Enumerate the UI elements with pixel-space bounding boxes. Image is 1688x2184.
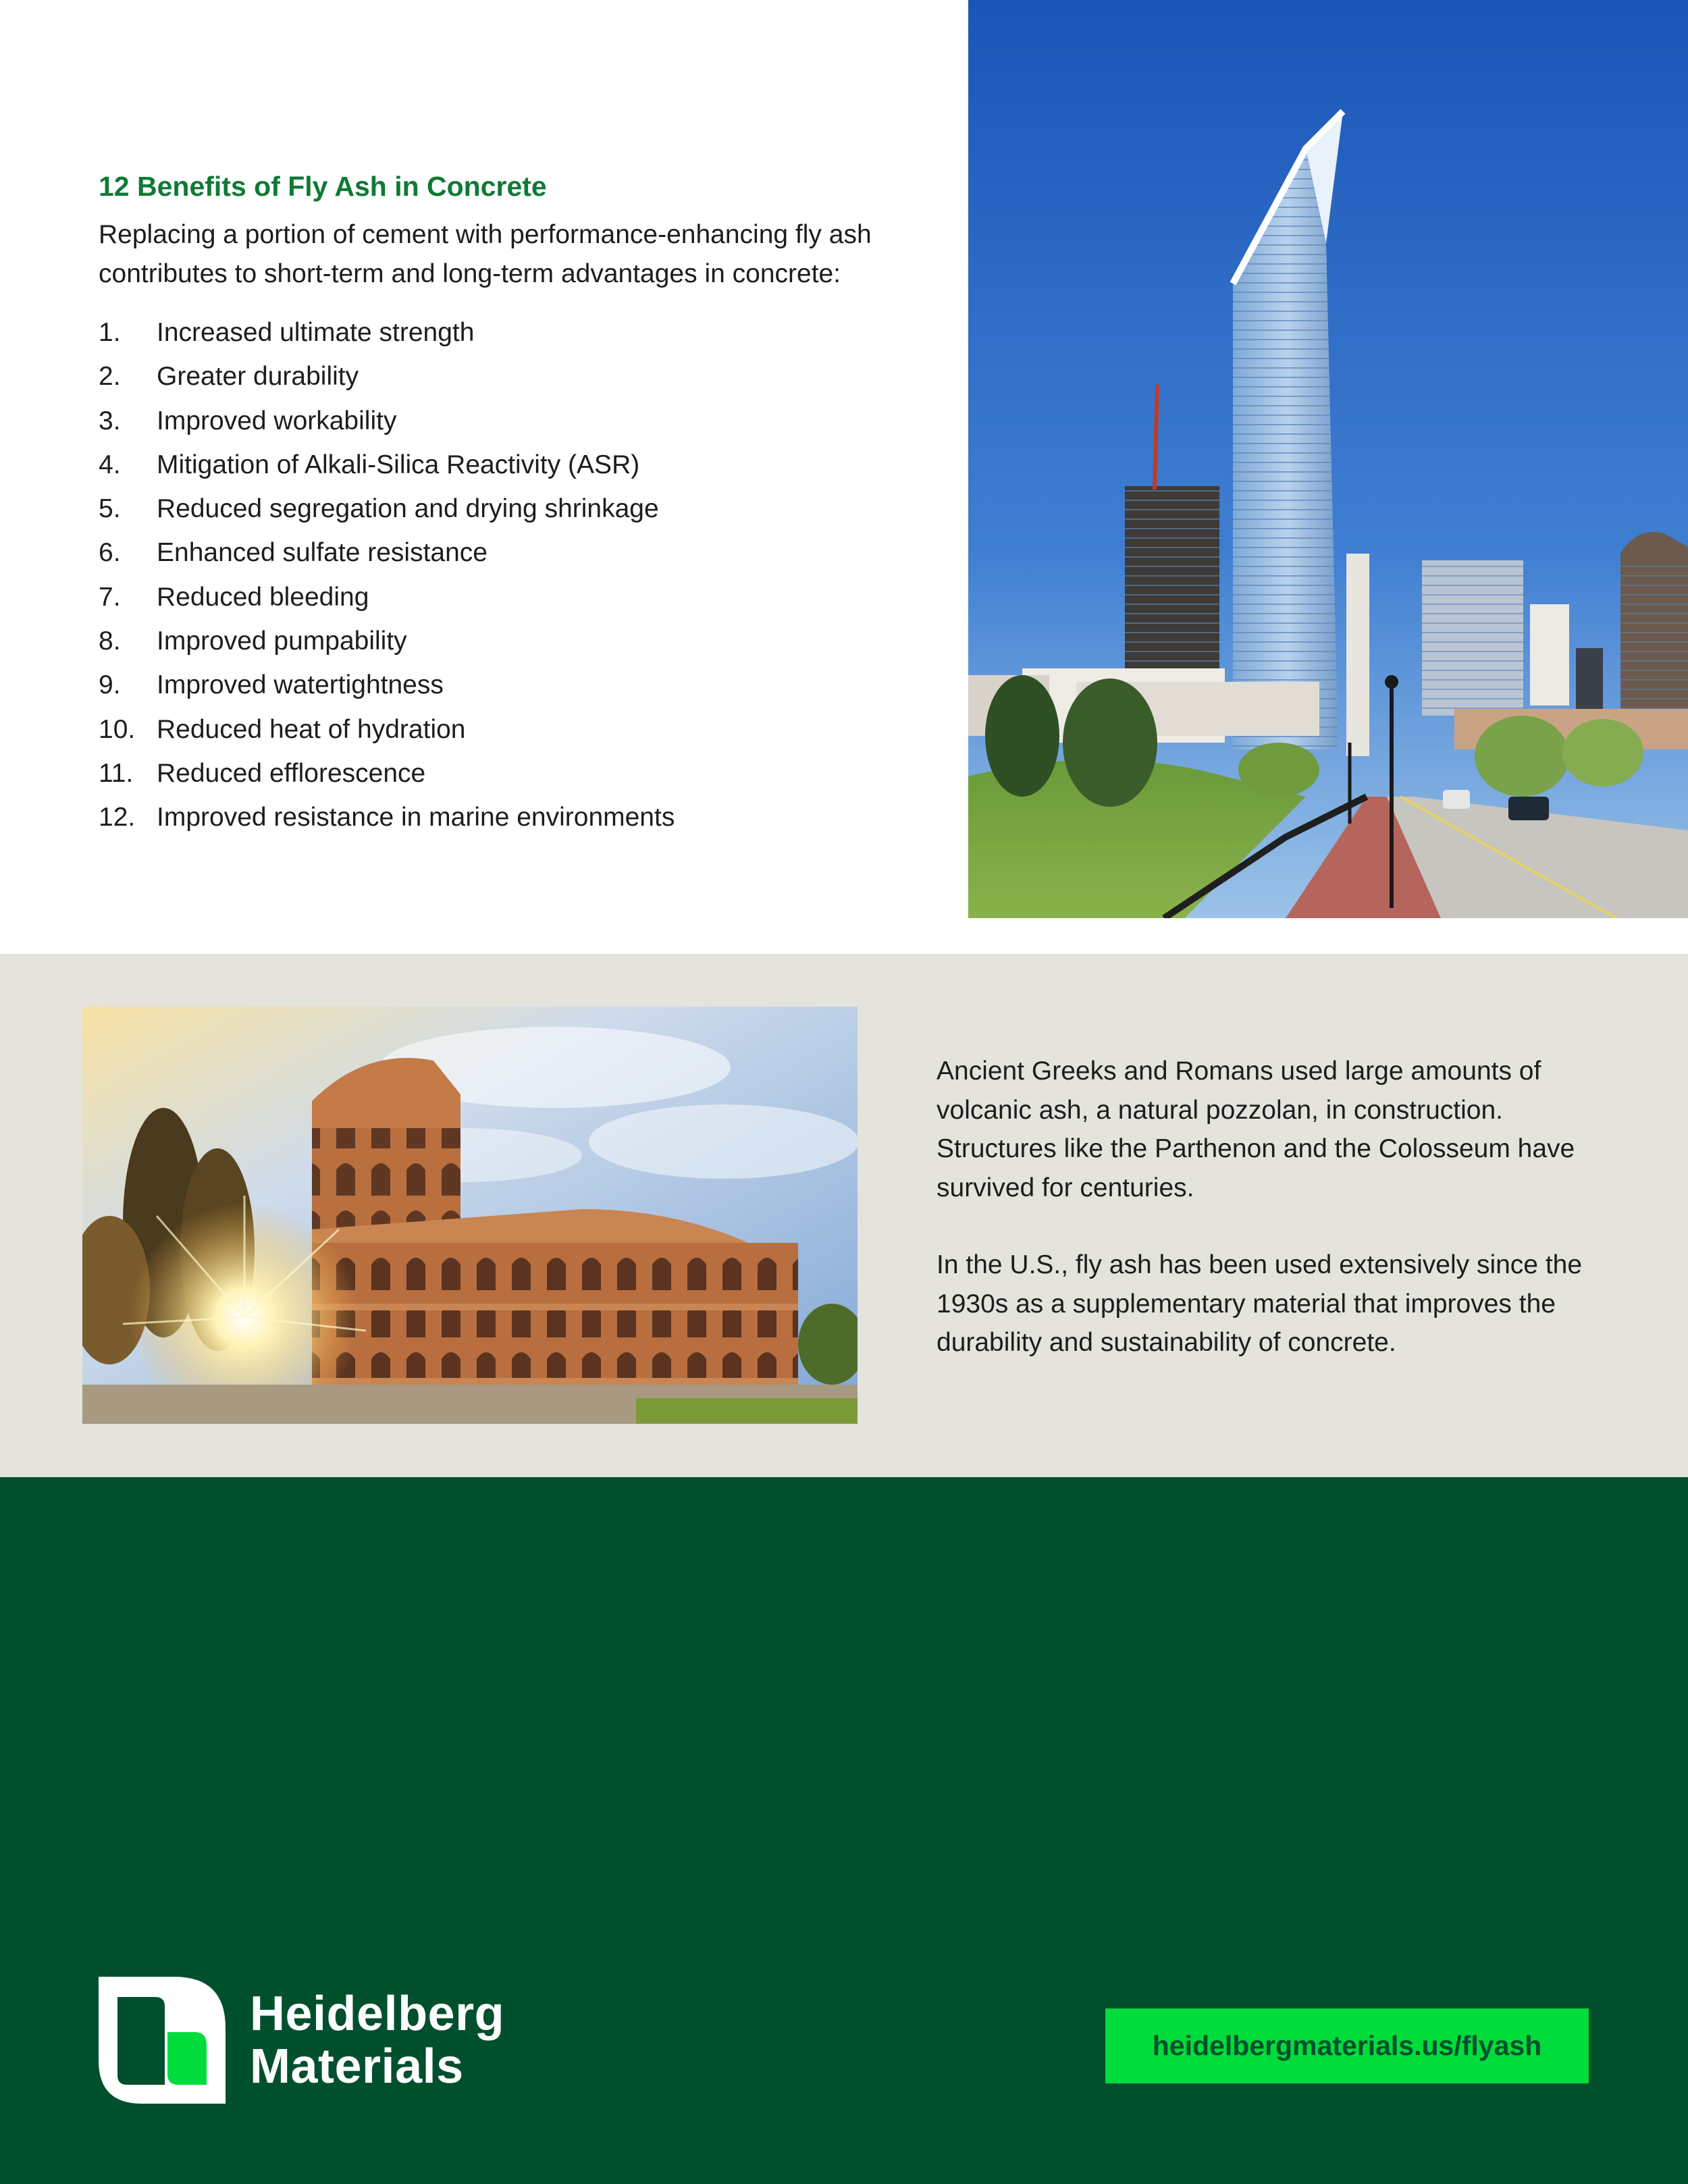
- benefit-item: [99, 354, 949, 398]
- benefit-item: [99, 708, 949, 751]
- benefit-item: [99, 531, 949, 575]
- benefit-text: Improved watertightness: [157, 670, 444, 700]
- benefit-text: Reduced segregation and drying shrinkage: [157, 494, 659, 524]
- benefit-number: 8.: [99, 627, 121, 656]
- city-skyline-illustration: [968, 0, 1688, 918]
- colosseum-illustration: [82, 1007, 858, 1424]
- benefit-text: Improved workability: [157, 406, 397, 435]
- benefits-intro: Replacing a portion of cement with performance-enhancing fly ash contributes to short-term and long-term advantages in concrete:: [99, 220, 872, 288]
- benefit-number: 1.: [99, 318, 121, 347]
- website-link-button[interactable]: heidelbergmaterials.us/flyash: [1105, 2008, 1589, 2083]
- benefit-text: Enhanced sulfate resistance: [157, 538, 487, 568]
- logo-line-heidelberg: Heidelberg: [250, 1987, 505, 2041]
- benefit-text: Increased ultimate strength: [157, 318, 475, 347]
- benefit-text: Improved resistance in marine environments: [157, 803, 675, 832]
- footer: [0, 1477, 1688, 2184]
- benefit-item: [99, 487, 949, 531]
- benefit-number: 12.: [99, 803, 136, 832]
- city-skyline-photo: [968, 0, 1688, 918]
- benefit-number: 6.: [99, 538, 121, 568]
- benefits-list: [99, 311, 949, 840]
- benefit-number: 7.: [99, 582, 121, 612]
- logo-wordmark: [250, 1988, 504, 2093]
- history-paragraph-ancient: Ancient Greeks and Romans used large amounts of volcanic ash, a natural pozzolan, in construction. Structures like the Parthenon and the Colosseum have survived for centuries.: [937, 1057, 1575, 1202]
- benefit-text: Mitigation of Alkali-Silica Reactivity (ASR): [157, 450, 640, 479]
- benefits-block: [99, 165, 949, 840]
- benefit-text: Reduced bleeding: [157, 582, 369, 612]
- benefit-number: 11.: [99, 758, 134, 788]
- benefit-number: 5.: [99, 494, 121, 524]
- benefit-item: [99, 399, 949, 443]
- benefit-text: Reduced heat of hydration: [157, 714, 466, 744]
- history-paragraph-us: In the U.S., fly ash has been used extensively since the 1930s as a supplementary material that improves the durability and sustainability of concrete.: [937, 1250, 1583, 1357]
- benefit-text: Greater durability: [157, 362, 359, 392]
- benefit-item: [99, 619, 949, 663]
- benefit-item: [99, 663, 949, 707]
- benefit-number: 3.: [99, 406, 121, 435]
- logo-line-materials: Materials: [250, 2040, 464, 2094]
- benefit-item: [99, 311, 949, 354]
- history-section: [0, 954, 1688, 1477]
- benefit-item: [99, 751, 949, 795]
- benefit-text: Reduced efflorescence: [157, 758, 426, 788]
- benefit-number: 2.: [99, 362, 121, 392]
- heidelberg-materials-logo-icon: [99, 1977, 226, 2104]
- history-text: [937, 1052, 1612, 1362]
- benefit-number: 9.: [99, 670, 121, 700]
- benefits-title: 12 Benefits of Fly Ash in Concrete: [99, 171, 547, 202]
- benefit-item: [99, 443, 949, 487]
- benefit-item: [99, 575, 949, 619]
- benefit-number: 4.: [99, 450, 121, 479]
- heidelberg-materials-logo: [99, 1977, 537, 2105]
- benefit-item: [99, 795, 949, 839]
- benefits-section: [0, 0, 1688, 954]
- colosseum-photo: [82, 1007, 858, 1424]
- benefit-number: 10.: [99, 714, 136, 744]
- benefit-text: Improved pumpability: [157, 627, 407, 656]
